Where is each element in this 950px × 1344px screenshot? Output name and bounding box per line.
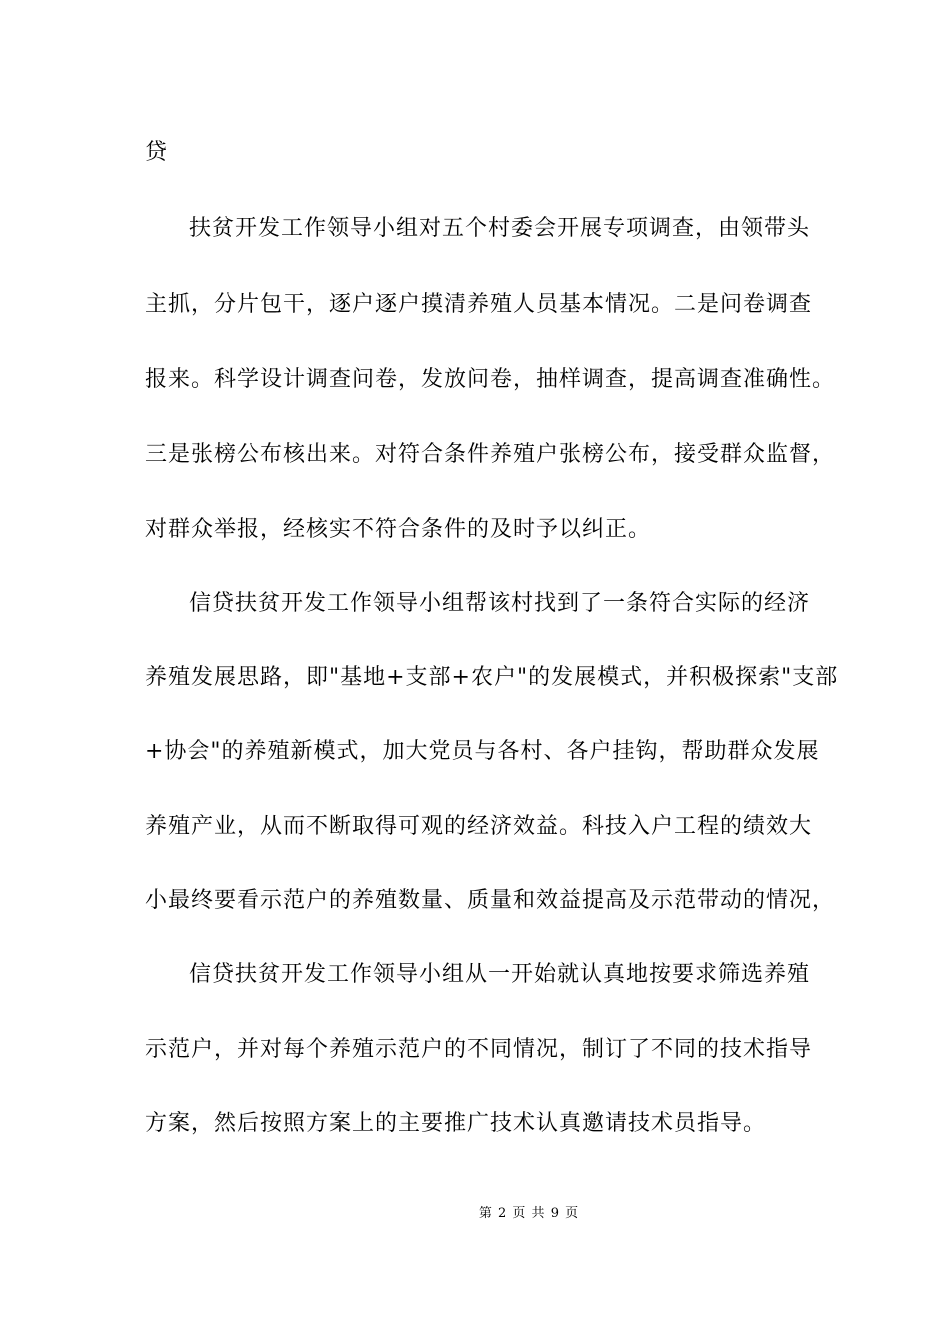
text-line: +协会"的养殖新模式，加大党员与各村、各户挂钩，帮助群众发展 — [145, 739, 820, 764]
text-line: 养殖产业，从而不断取得可观的经济效益。科技入户工程的绩效大 — [145, 814, 813, 839]
text-line: 方案，然后按照方案上的主要推广技术认真邀请技术员指导。 — [145, 1111, 767, 1136]
text-line: 三是张榜公布核出来。对符合条件养殖户张榜公布，接受群众监督， — [145, 442, 836, 467]
text-line: 报来。科学设计调查问卷，发放问卷，抽样调查，提高调查准确性。 — [145, 367, 836, 392]
text-line: 养殖发展思路，即"基地+支部+农户"的发展模式，并积极探索"支部 — [145, 665, 839, 690]
paragraph-first-line: 扶贫开发工作领导小组对五个村委会开展专项调查，由领带头 — [189, 216, 811, 241]
paragraph-first-line: 信贷扶贫开发工作领导小组帮该村找到了一条符合实际的经济 — [189, 591, 811, 616]
page-number-footer: 第 2 页 共 9 页 — [478, 1206, 580, 1221]
text-line: 对群众举报，经核实不符合条件的及时予以纠正。 — [145, 517, 652, 542]
paragraph-first-line: 信贷扶贫开发工作领导小组从一开始就认真地按要求筛选养殖 — [189, 962, 811, 987]
text-line: 贷 — [145, 140, 169, 165]
text-line: 示范户，并对每个养殖示范户的不同情况，制订了不同的技术指导 — [145, 1037, 813, 1062]
text-line: 主抓，分片包干，逐户逐户摸清养殖人员基本情况。二是问卷调查 — [145, 292, 813, 317]
text-line: 小最终要看示范户的养殖数量、质量和效益提高及示范带动的情况， — [145, 888, 836, 913]
